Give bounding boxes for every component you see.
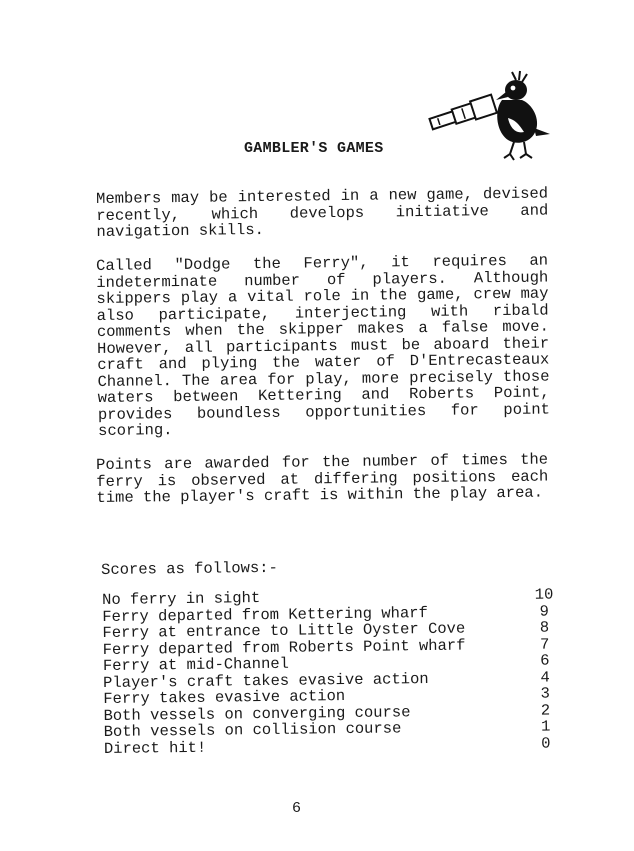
score-label: Ferry departed from Roberts Point wharf xyxy=(102,636,466,659)
score-points: 3 xyxy=(540,684,551,703)
list-item xyxy=(104,735,556,757)
score-label: Both vessels on converging course xyxy=(103,702,411,725)
intro-paragraph: Members may be interested in a new game, devised recently, which develops initiative and navigation skills. xyxy=(95,184,549,241)
score-label: Ferry departed from Kettering wharf xyxy=(102,603,428,626)
page-title: GAMBLER'S GAMES xyxy=(244,140,384,157)
score-label: Both vessels on collision course xyxy=(103,719,402,741)
score-points: 2 xyxy=(540,701,551,720)
score-points: 8 xyxy=(539,618,550,637)
score-points: 0 xyxy=(541,734,551,753)
score-label: Ferry at mid-Channel xyxy=(102,654,290,675)
game-description-paragraph: Called "Dodge the Ferry", it requires an indeterminate number of players. Although skippers play a vital role in the game, crew may also participate, interjecting with ribald comments when the skipper makes a false move. However, all participants must be aboard their craft and plying the water of D'Entrecasteaux Channel. The area for play, more precisely those waters between Kettering and Roberts Point, provides boundless opportunities for point scoring. xyxy=(95,251,550,440)
points-paragraph: Points are awarded for the number of times the ferry is observed at differing positions each time the player's craft is within the play area. xyxy=(95,450,549,507)
scores-heading: Scores as follows:- xyxy=(101,558,278,579)
score-label: Direct hit! xyxy=(103,738,207,758)
score-label: Player's craft takes evasive action xyxy=(102,669,429,692)
score-label: Ferry takes evasive action xyxy=(103,687,346,708)
score-points: 1 xyxy=(540,717,551,736)
bird-with-telescope-icon xyxy=(424,70,554,165)
score-points: 10 xyxy=(534,585,554,604)
score-points: 7 xyxy=(539,635,550,654)
score-points: 9 xyxy=(539,602,550,621)
scores-list xyxy=(102,586,556,757)
score-points: 4 xyxy=(540,668,550,687)
score-label: No ferry in sight xyxy=(101,589,261,609)
page-number: 6 xyxy=(292,800,302,817)
score-label: Ferry at entrance to Little Oyster Cove xyxy=(102,619,466,642)
score-points: 6 xyxy=(540,651,550,670)
